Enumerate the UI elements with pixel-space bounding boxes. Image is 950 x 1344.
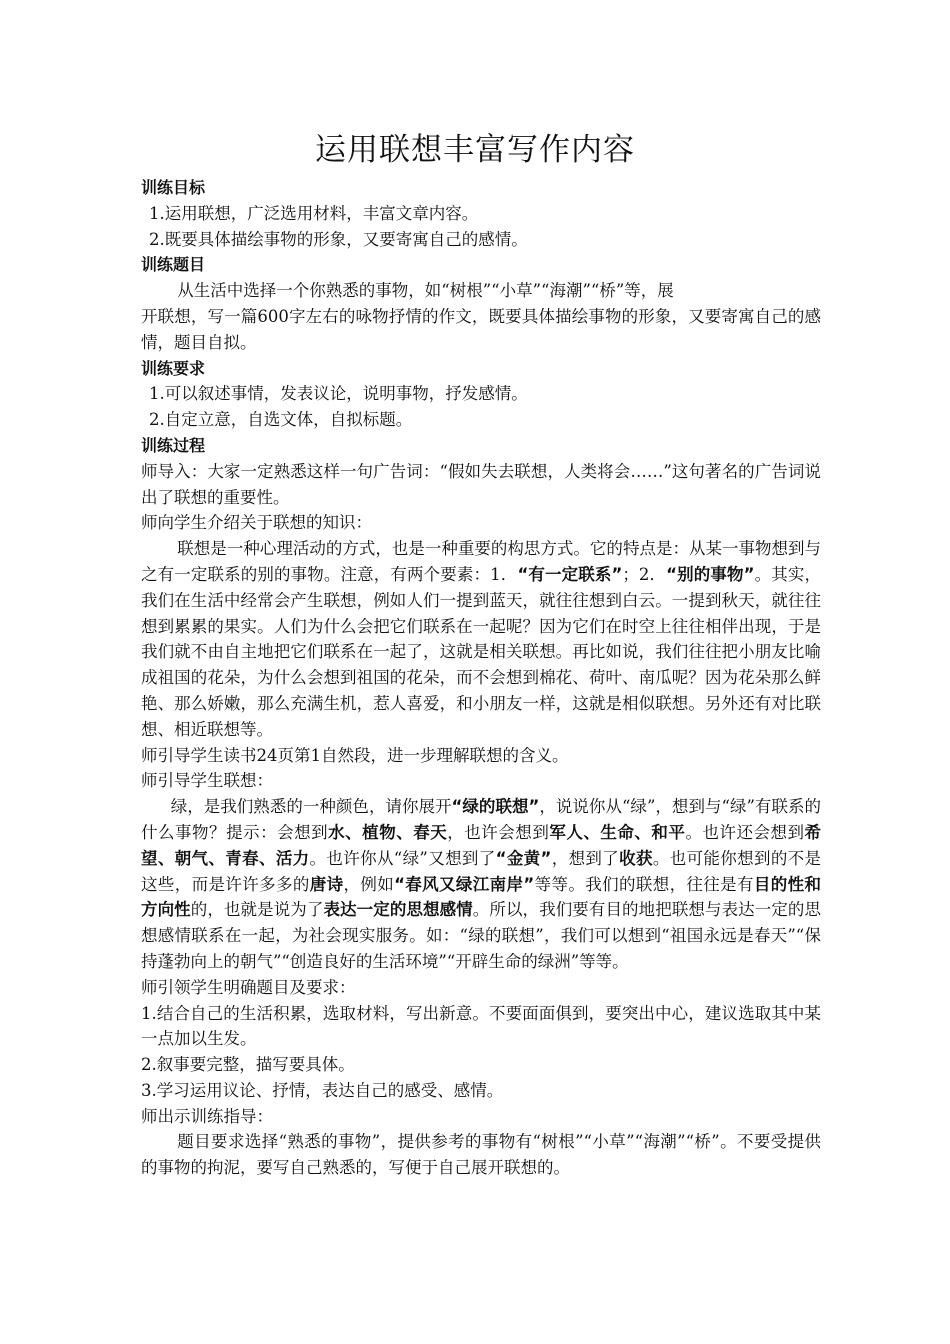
bold-span: 军人、生命、和平 — [549, 822, 686, 842]
bold-span: 目的性和方向性 — [141, 874, 822, 920]
text-span: ，例如 — [343, 874, 395, 894]
text-span: ，想到了 — [551, 848, 620, 868]
bold-span: “金黄” — [495, 848, 552, 868]
text-span: 等等。我们的联想，往往是有 — [534, 874, 754, 894]
bold-span: 水、植物、春天 — [328, 822, 448, 842]
association-paragraph — [141, 536, 821, 742]
process-read: 师引导学生读书24页第1自然段，进一步理解联想的含义。 — [141, 745, 569, 765]
text-span: ，说说你从“绿”，想到与“绿”有联系的什么事物？提示：会想到 — [141, 797, 821, 842]
document-body — [141, 175, 821, 1181]
text-span: 。所以，我们要有目的地把联想与表达一定的思想感情联系在一起，为社会现实服务。如：“绿的联想”，我们可以想到“祖国永远是春天”“保持蓬勃向上的朝气”“创造良好的生活环境”“开辟生命的绿洲”等等。 — [141, 900, 822, 971]
text-span: 。其实，我们在生活中经常会产生联想，例如人们一提到蓝天，就往往想到白云。一提到秋天，就往往想到累累的果实。人们为什么会把它们联系在一起呢？因为它们在时空上往往相伴出现，于是我们就不由自主地把它们联系在一起了，这就是相关联想。再比如说，我们往往把小朋友比喻成祖国的花朵，为什么会想到祖国的花朵，而不会想到棉花、荷叶、南瓜呢？因为花朵那么鲜艳、那么娇嫩，那么充满生机，惹人喜爱，和小朋友一样，这就是相似联想。另外还有对比联想、相近联想等。 — [141, 564, 821, 739]
section-heading-goals: 训练目标 — [141, 178, 206, 197]
text-span: 。也许你从“绿”又想到了 — [309, 848, 496, 868]
process-guide: 师引导学生联想： — [141, 771, 273, 791]
text-span: 。也可能你想到的不是这些，而是许许多多的 — [141, 848, 822, 894]
topic-line-1: 从生活中选择一个你熟悉的事物，如“树根”“小草”“海潮”“桥”等，展 — [177, 281, 674, 301]
section-heading-process: 训练过程 — [141, 435, 206, 455]
bold-span: “别的事物” — [666, 564, 755, 584]
goal-item: 1.运用联想，广泛选用材料，丰富文章内容。 — [149, 203, 479, 223]
topic-line-2: 开联想，写一篇600字左右的咏物抒情的作文，既要具体描绘事物的形象，又要寄寓自己的感情，题目自拟。 — [141, 306, 821, 352]
section-heading-topic: 训练题目 — [141, 255, 206, 275]
bold-span: 唐诗 — [309, 874, 344, 894]
guidance-paragraph: 题目要求选择“熟悉的事物”，提供参考的事物有“树根”“小草”“海潮”“桥”。不要受提供的事物的拘泥，要写自己熟悉的，写便于自己展开联想的。 — [141, 1132, 821, 1178]
bold-span: 希望、朝气、青春、活力 — [141, 822, 822, 868]
process-intro: 师导入：大家一定熟悉这样一句广告词：“假如失去联想，人类将会……”这句著名的广告词说出了联想的重要性。 — [141, 461, 821, 507]
text-span: ；2． — [622, 564, 667, 584]
text-span: 的，也就是说为了 — [190, 900, 324, 920]
bold-span: “有一定联系” — [517, 564, 623, 584]
bold-span: 收获 — [619, 848, 653, 868]
bold-span: “绿的联想” — [451, 797, 540, 817]
text-span: ，也许会想到 — [447, 822, 550, 842]
requirement-item: 2.自定立意，自选文体，自拟标题。 — [149, 410, 413, 430]
process-knowledge: 师向学生介绍关于联想的知识： — [141, 513, 372, 533]
clarify-item: 2.叙事要完整，描写要具体。 — [141, 1055, 355, 1075]
text-span: 联想是一种心理活动的方式，也是一种重要的构思方式。它的特点是：从某一事物想到与之有一定联系的别的事物。注意，有两个要素：1． — [141, 539, 821, 584]
page-title: 运用联想丰富写作内容 — [315, 132, 635, 168]
bold-span: 表达一定的思想感情 — [323, 900, 473, 920]
clarify-item: 1.结合自己的生活积累，选取材料，写出新意。不要面面俱到，要突出中心，建议选取其中某一点加以生发。 — [141, 1003, 821, 1049]
section-heading-requirements: 训练要求 — [141, 358, 206, 378]
process-show: 师出示训练指导： — [141, 1106, 273, 1126]
text-span: 。也许还会想到 — [685, 822, 805, 842]
green-paragraph — [141, 794, 821, 975]
goal-item: 2.既要具体描绘事物的形象，又要寄寓自己的感情。 — [149, 229, 528, 249]
clarify-item: 3.学习运用议论、抒情，表达自己的感受、感情。 — [141, 1080, 504, 1100]
bold-span: “春风又绿江南岸” — [394, 874, 535, 894]
text-span: 绿，是我们熟悉的一种颜色，请你展开 — [170, 797, 452, 817]
requirement-item: 1.可以叙述事情，发表议论，说明事物，抒发感情。 — [149, 384, 528, 404]
process-clarify: 师引领学生明确题目及要求： — [141, 977, 356, 997]
